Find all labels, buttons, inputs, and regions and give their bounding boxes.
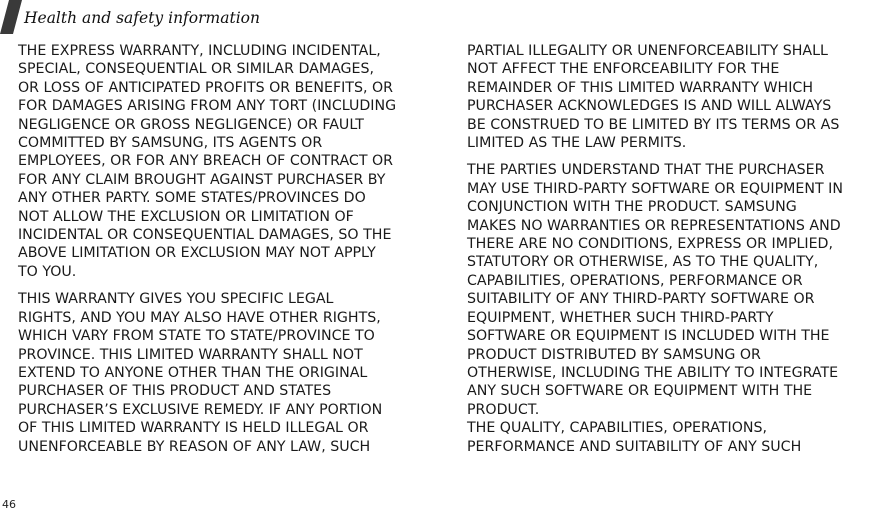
page-number: 46 (2, 498, 16, 511)
right-column (467, 42, 869, 456)
paragraph-partial-illegality: PARTIAL ILLEGALITY OR UNENFORCEABILITY SHALL NOT AFFECT THE ENFORCEABILITY FOR THE REMAINDER OF THIS LIMITED WARRANTY WHICH PURCHASER ACKNOWLEDGES IS AND WILL ALWAYS BE CONSTRUED TO BE LIMITED BY ITS TERMS OR AS LIMITED AS THE LAW PERMITS. (467, 43, 840, 152)
paragraph-specific-legal-rights: THIS WARRANTY GIVES YOU SPECIFIC LEGAL RIGHTS, AND YOU MAY ALSO HAVE OTHER RIGHTS, WHICH VARY FROM STATE TO STATE/PROVINCE TO PROVINCE. THIS LIMITED WARRANTY SHALL NOT EXTEND TO ANYONE OTHER THAN THE ORIGINAL PURCHASER OF THIS PRODUCT AND STATES PURCHASER’S EXCLUSIVE REMEDY. IF ANY PORTION OF THIS LIMITED WARRANTY IS HELD ILLEGAL OR UNENFORCEABLE BY REASON OF ANY LAW, SUCH (18, 291, 383, 455)
paragraph-quality-capabilities: THE QUALITY, CAPABILITIES, OPERATIONS, PERFORMANCE AND SUITABILITY OF ANY SUCH (467, 420, 802, 455)
section-title: Health and safety information (24, 9, 260, 27)
paragraph-damages-exclusion: THE EXPRESS WARRANTY, INCLUDING INCIDENTAL, SPECIAL, CONSEQUENTIAL OR SIMILAR DAMAGES, OR LOSS OF ANTICIPATED PROFITS OR BENEFITS, OR FOR DAMAGES ARISING FROM ANY TORT (INCLUDING NEGLIGENCE OR GROSS NEGLIGENCE) OR FAULT COMMITTED BY SAMSUNG, ITS AGENTS OR EMPLOYEES, OR FOR ANY BREACH OF CONTRACT OR FOR ANY CLAIM BROUGHT AGAINST PURCHASER BY ANY OTHER PARTY. SOME STATES/PROVINCES DO NOT ALLOW THE EXCLUSION OR LIMITATION OF INCIDENTAL OR CONSEQUENTIAL DAMAGES, SO THE ABOVE LIMITATION OR EXCLUSION MAY NOT APPLY TO YOU. (18, 43, 397, 280)
left-column (18, 42, 428, 456)
paragraph-third-party-software: THE PARTIES UNDERSTAND THAT THE PURCHASER MAY USE THIRD-PARTY SOFTWARE OR EQUIPMENT IN CONJUNCTION WITH THE PRODUCT. SAMSUNG MAKES NO WARRANTIES OR REPRESENTATIONS AND THERE ARE NO CONDITIONS, EXPRESS OR IMPLIED, STATUTORY OR OTHERWISE, AS TO THE QUALITY, CAPABILITIES, OPERATIONS, PERFORMANCE OR SUITABILITY OF ANY THIRD-PARTY SOFTWARE OR EQUIPMENT, WHETHER SUCH THIRD-PARTY SOFTWARE OR EQUIPMENT IS INCLUDED WITH THE PRODUCT DISTRIBUTED BY SAMSUNG OR OTHERWISE, INCLUDING THE ABILITY TO INTEGRATE ANY SUCH SOFTWARE OR EQUIPMENT WITH THE PRODUCT. (467, 162, 843, 418)
page-header (0, 0, 400, 34)
header-tab-bar-icon (0, 0, 22, 34)
